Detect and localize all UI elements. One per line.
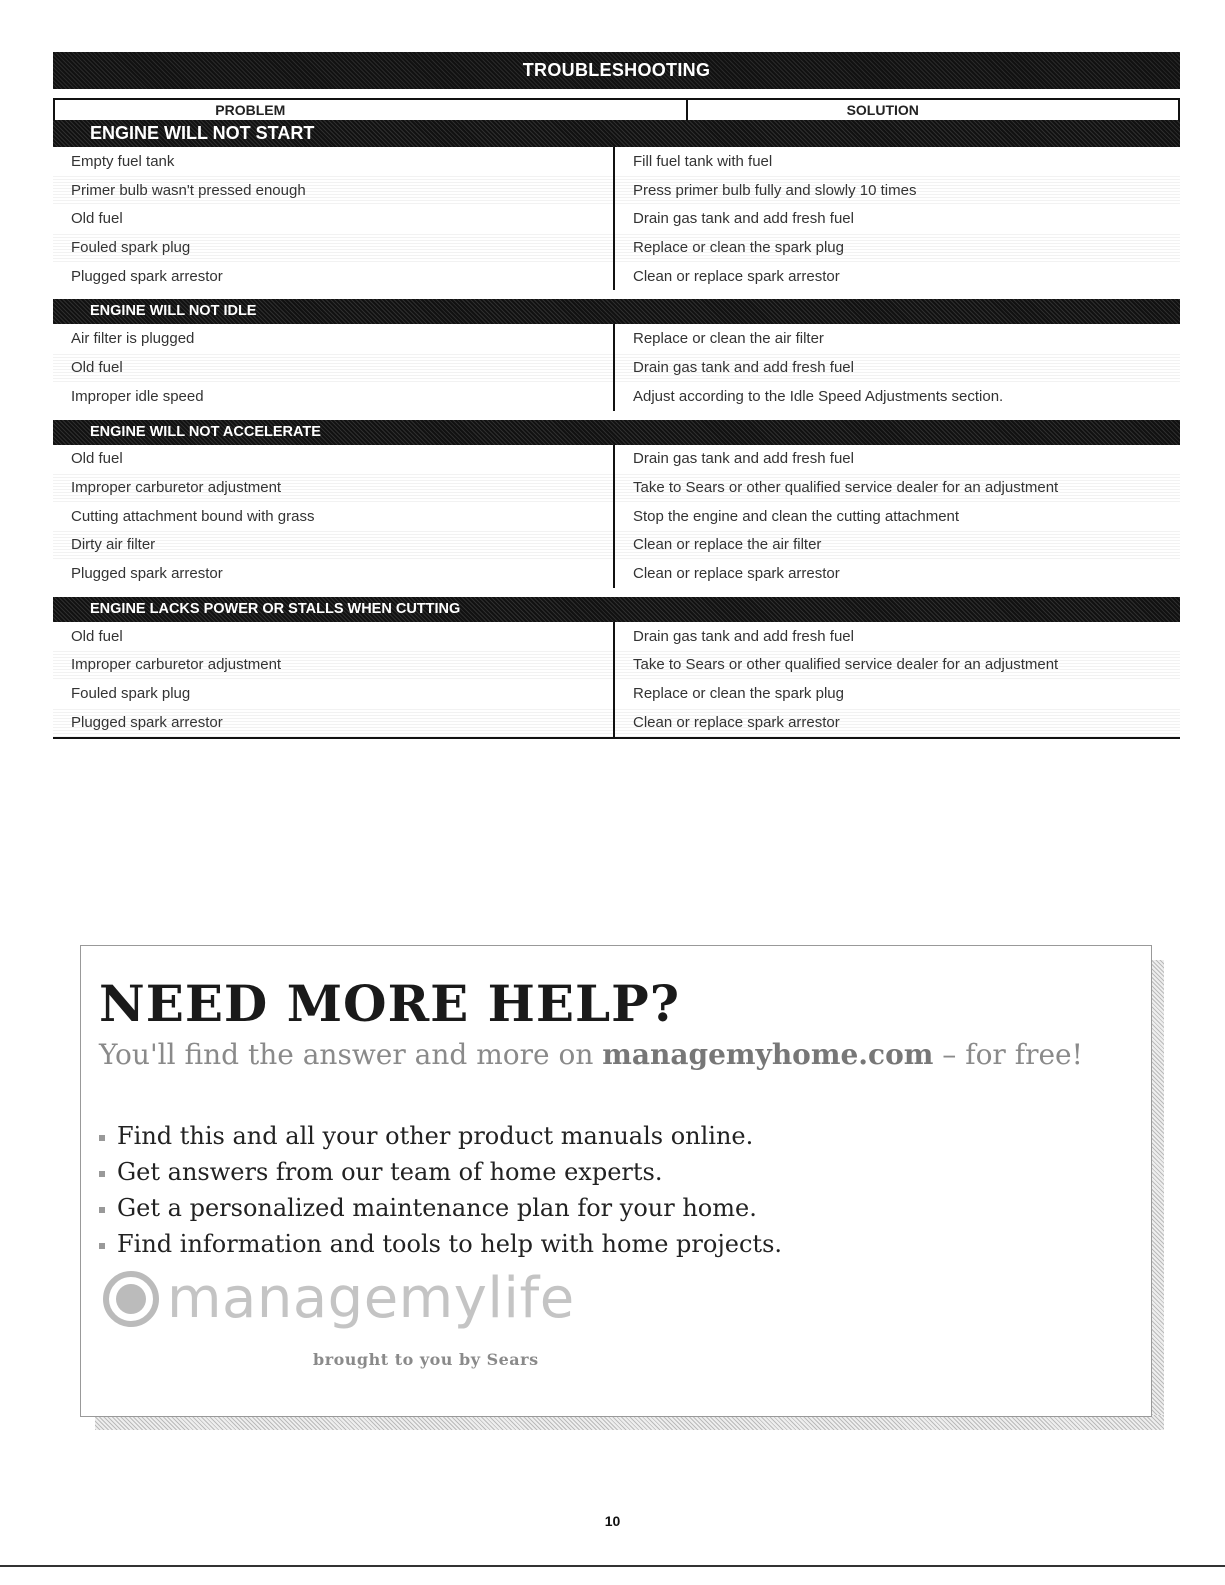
- table-row: [53, 622, 1180, 651]
- section-title: ENGINE WILL NOT IDLE: [53, 299, 1180, 324]
- problem-cell: Plugged spark arrestor: [71, 267, 223, 285]
- problem-cell: Old fuel: [71, 210, 123, 228]
- table-row: [53, 204, 1180, 233]
- help-subtitle-post: – for free!: [933, 1038, 1083, 1071]
- problem-cell: Dirty air filter: [71, 536, 156, 554]
- solution-cell: Clean or replace spark arrestor: [633, 565, 840, 583]
- problem-cell: Fouled spark plug: [71, 685, 191, 703]
- troubleshooting-title: TROUBLESHOOTING: [53, 52, 1180, 89]
- section-rows: [53, 324, 1180, 410]
- table-header: [53, 98, 1180, 120]
- section-rows: [53, 445, 1180, 588]
- table-row: [53, 708, 1180, 737]
- problem-cell: Improper carburetor adjustment: [71, 656, 282, 674]
- help-bullet-text: Get a personalized maintenance plan for your home.: [117, 1194, 757, 1222]
- table-row: [53, 651, 1180, 680]
- help-heading: NEED MORE HELP?: [99, 974, 681, 1033]
- table-row: [53, 233, 1180, 262]
- solution-cell: Drain gas tank and add fresh fuel: [633, 358, 854, 376]
- section-title: ENGINE WILL NOT ACCELERATE: [53, 420, 1180, 445]
- table-row: [53, 382, 1180, 411]
- solution-cell: Clean or replace spark arrestor: [633, 267, 840, 285]
- table-row: [53, 445, 1180, 474]
- managemylife-logo: [103, 1266, 575, 1331]
- table-row: [53, 262, 1180, 291]
- solution-header: SOLUTION: [846, 102, 919, 118]
- square-bullet-icon: [99, 1207, 105, 1213]
- solution-cell: Take to Sears or other qualified service dealer for an adjustment: [633, 656, 1059, 674]
- logo-circle-icon: [103, 1271, 159, 1327]
- help-bullet-text: Find this and all your other product manuals online.: [117, 1122, 754, 1150]
- help-subtitle: [99, 1038, 1083, 1071]
- help-bullet-list: [99, 1118, 782, 1262]
- help-website-link[interactable]: managemyhome.com: [602, 1038, 934, 1071]
- logo-tagline: brought to you by Sears: [313, 1350, 539, 1369]
- section-rows: [53, 147, 1180, 290]
- square-bullet-icon: [99, 1243, 105, 1249]
- solution-cell: Replace or clean the air filter: [633, 330, 824, 348]
- page-number: 10: [604, 1513, 621, 1529]
- problem-cell: Old fuel: [71, 450, 123, 468]
- table-row: [53, 176, 1180, 205]
- box-shadow-bottom: [95, 1415, 1164, 1430]
- problem-cell: Improper carburetor adjustment: [71, 479, 282, 497]
- problem-cell: Cutting attachment bound with grass: [71, 507, 315, 525]
- help-bullet-item: [99, 1190, 782, 1226]
- solution-cell: Drain gas tank and add fresh fuel: [633, 627, 854, 645]
- troubleshooting-table: [53, 52, 1180, 739]
- help-bullet-text: Get answers from our team of home experts.: [117, 1158, 663, 1186]
- table-row: [53, 147, 1180, 176]
- solution-cell: Replace or clean the spark plug: [633, 685, 844, 703]
- table-row: [53, 559, 1180, 588]
- help-bullet-item: [99, 1154, 782, 1190]
- solution-cell: Clean or replace the air filter: [633, 536, 822, 554]
- problem-cell: Old fuel: [71, 358, 123, 376]
- problem-cell: Old fuel: [71, 627, 123, 645]
- table-row: [53, 679, 1180, 708]
- solution-cell: Drain gas tank and add fresh fuel: [633, 450, 854, 468]
- solution-cell: Fill fuel tank with fuel: [633, 152, 773, 170]
- problem-cell: Empty fuel tank: [71, 152, 175, 170]
- problem-cell: Plugged spark arrestor: [71, 713, 223, 731]
- box-shadow-right: [1150, 960, 1164, 1430]
- help-bullet-item: [99, 1226, 782, 1262]
- problem-cell: Fouled spark plug: [71, 238, 191, 256]
- solution-cell: Press primer bulb fully and slowly 10 times: [633, 181, 917, 199]
- table-bottom-rule: [53, 737, 1180, 739]
- section-title: ENGINE WILL NOT START: [53, 120, 1180, 147]
- help-bullet-text: Find information and tools to help with home projects.: [117, 1230, 783, 1258]
- solution-cell: Replace or clean the spark plug: [633, 238, 844, 256]
- solution-cell: Take to Sears or other qualified service dealer for an adjustment: [633, 479, 1059, 497]
- solution-cell: Drain gas tank and add fresh fuel: [633, 210, 854, 228]
- solution-cell: Stop the engine and clean the cutting attachment: [633, 507, 960, 525]
- page-bottom-rule: [0, 1565, 1225, 1567]
- table-row: [53, 531, 1180, 560]
- help-bullet-item: [99, 1118, 782, 1154]
- square-bullet-icon: [99, 1171, 105, 1177]
- section-title: ENGINE LACKS POWER OR STALLS WHEN CUTTING: [53, 597, 1180, 622]
- solution-cell: Adjust according to the Idle Speed Adjustments section.: [633, 387, 1004, 405]
- section-rows: [53, 622, 1180, 737]
- table-row: [53, 502, 1180, 531]
- logo-text: managemylife: [167, 1266, 575, 1331]
- problem-cell: Plugged spark arrestor: [71, 565, 223, 583]
- sections-container: [53, 120, 1180, 737]
- problem-cell: Improper idle speed: [71, 387, 204, 405]
- table-row: [53, 473, 1180, 502]
- problem-header: PROBLEM: [55, 100, 688, 120]
- table-row: [53, 324, 1180, 353]
- solution-cell: Clean or replace spark arrestor: [633, 713, 840, 731]
- need-more-help-box: [80, 945, 1152, 1417]
- problem-cell: Primer bulb wasn't pressed enough: [71, 181, 306, 199]
- table-row: [53, 353, 1180, 382]
- square-bullet-icon: [99, 1135, 105, 1141]
- help-subtitle-pre: You'll find the answer and more on: [99, 1038, 603, 1071]
- problem-cell: Air filter is plugged: [71, 330, 195, 348]
